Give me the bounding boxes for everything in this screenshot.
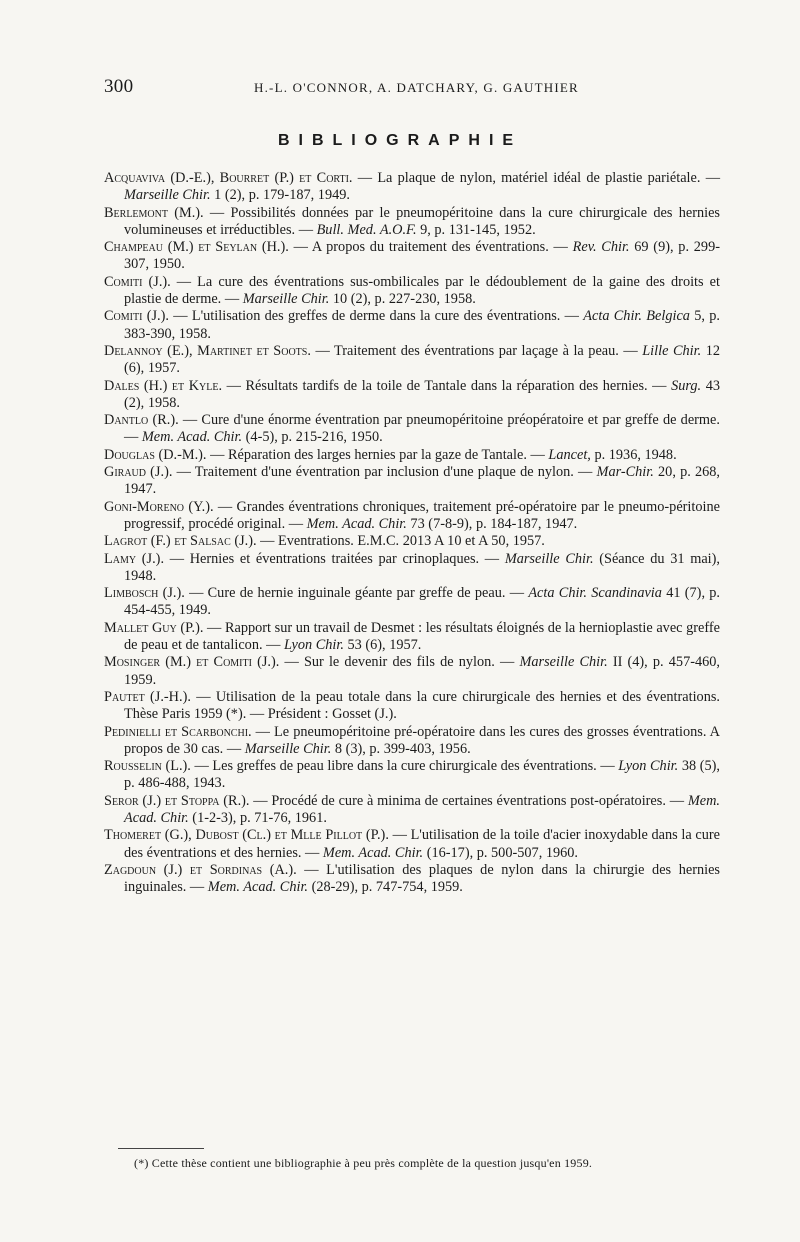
entry-reference: (16-17), p. 500-507, 1960. [423, 844, 579, 861]
entry-authors: Dantlo (R.). [104, 412, 179, 429]
entry-text: — Le pneumopéritoine pré-opératoire dans les cures des grosses éventrations. A propos de 30 cas. — [124, 723, 721, 757]
footnote: (*) Cette thèse contient une bibliographie à peu près complète de la question jusqu'en 1959. [134, 1156, 593, 1170]
bibliography-entry [104, 464, 720, 499]
bibliography-entry [104, 239, 720, 274]
entry-reference: 41 (7), p. 454-455, 1949. [124, 585, 721, 619]
entry-text: — Traitement des éventrations par laçage à la peau. — [310, 342, 643, 359]
entry-text: — Rapport sur un travail de Desmet : les résultats éloignés de la hernioplastie avec greffe de peau et de tantalicon. — [124, 619, 720, 654]
entry-authors: Douglas (D.-M.). [104, 446, 207, 463]
bibliography-entry [104, 620, 720, 655]
bibliography-entry [104, 499, 720, 534]
entry-journal: Acta Chir. Belgica [583, 308, 690, 325]
entry-journal: Surg. [671, 377, 702, 394]
entry-authors: Giraud (J.). [104, 464, 173, 481]
entry-reference: 12 (6), 1957. [124, 342, 720, 377]
page-header [104, 76, 714, 106]
entry-journal: Mar-Chir. [596, 464, 654, 481]
entry-journal: Mem. Acad. Chir. [124, 792, 720, 826]
footnote-divider [118, 1148, 204, 1149]
entry-reference: (4-5), p. 215-216, 1950. [242, 429, 383, 446]
bibliography-entry [104, 585, 720, 620]
entry-text: — Résultats tardifs de la toile de Tantale dans la réparation des hernies. — [222, 377, 672, 394]
entry-text: — Procédé de cure à minima de certaines éventrations post-opératoires. — [249, 792, 688, 809]
entry-text: — A propos du traitement des éventrations. — [288, 239, 573, 256]
running-head: H.-L. O'CONNOR, A. DATCHARY, G. GAUTHIER [254, 80, 579, 95]
entry-journal: Lyon Chir. [618, 758, 679, 775]
entry-reference: 53 (6), 1957. [343, 637, 422, 654]
entry-reference: 43 (2), 1958. [124, 377, 721, 411]
bibliography-entry [104, 862, 720, 897]
entry-text: — La cure des éventrations sus-ombilicales par le dédoublement de la gaine des droits et plastie de derme. — [124, 273, 720, 308]
entry-reference: (1-2-3), p. 71-76, 1961. [188, 809, 327, 826]
entry-text: — Traitement d'une éventration par inclusion d'une plaque de nylon. — [172, 464, 597, 481]
bibliography-entry [104, 274, 720, 309]
entry-reference: (28-29), p. 747-754, 1959. [308, 879, 463, 896]
entry-text: — Eventrations. E.M.C. 2013 A 10 et A 50, 1957. [256, 533, 545, 550]
entry-authors: Acquaviva (D.-E.), Bourret (P.) et Corti. [104, 170, 353, 186]
entry-reference: 8 (3), p. 399-403, 1956. [331, 740, 471, 757]
bibliography-entry [104, 308, 720, 343]
entry-reference: 5, p. 383-390, 1958. [124, 308, 720, 342]
entry-reference: 38 (5), p. 486-488, 1943. [124, 758, 720, 792]
entry-authors: Zagdoun (J.) et Sordinas (A.). [104, 861, 297, 878]
entry-text: — L'utilisation des greffes de derme dans la cure des éventrations. — [168, 308, 584, 325]
entry-journal: Mem. Acad. Chir. [322, 844, 424, 861]
bibliography-entry [104, 793, 720, 828]
entry-authors: Lamy (J.). [104, 550, 165, 567]
bibliography-entry [104, 205, 720, 240]
entry-journal: Marseille Chir. [519, 654, 608, 671]
bibliography-entry [104, 827, 720, 862]
entry-journal: Marseille Chir. [242, 291, 330, 308]
entry-text: — Grandes éventrations chroniques, traitement pré-opératoire par le pneumo-péritoine progressif, procédé original. — [124, 498, 720, 532]
entry-reference: 20, p. 268, 1947. [124, 464, 720, 498]
entry-text: — Sur le devenir des fils de nylon. — [279, 654, 520, 671]
entry-authors: Berlemont (M.). [104, 204, 204, 221]
entry-text: — Réparation des larges hernies par la gaze de Tantale. — [206, 446, 549, 463]
entry-authors: Limbosch (J.). [104, 585, 185, 602]
bibliography-entry [104, 533, 720, 550]
entry-authors: Champeau (M.) et Seylan (H.). [104, 239, 289, 256]
entry-journal: Marseille Chir. [124, 187, 211, 204]
entry-reference: 9, p. 131-145, 1952. [416, 221, 536, 238]
bibliography-entry [104, 378, 720, 413]
entry-authors: Dales (H.) et Kyle. [104, 377, 223, 394]
bibliography-entry [104, 689, 720, 724]
entry-journal: Mem. Acad. Chir. [207, 879, 309, 896]
bibliography-list [104, 170, 720, 896]
entry-text: — Possibilités données par le pneumopéritoine dans la cure chirurgicale des hernies volumineuses et irréductibles. — [124, 204, 720, 238]
entry-journal: Lyon Chir. [283, 637, 344, 654]
entry-reference: (Séance du 31 mai), 1948. [124, 550, 720, 584]
entry-text: — L'utilisation de la toile d'acier inoxydable dans la cure des éventrations et des hernies. — [124, 827, 720, 861]
bibliography-entry [104, 724, 720, 759]
entry-text: — Cure de hernie inguinale géante par greffe de peau. — [184, 585, 529, 602]
entry-reference: 10 (2), p. 227-230, 1958. [329, 291, 476, 308]
entry-text: — Les greffes de peau libre dans la cure chirurgicale des éventrations. — [190, 758, 619, 775]
entry-journal: Lille Chir. [642, 342, 702, 359]
entry-authors: Comiti (J.). [104, 308, 169, 325]
entry-text: — Utilisation de la peau totale dans la cure chirurgicale des hernies et des éventrations. Thèse Paris 1959 (*). — Président : Gosset (J.). [124, 688, 720, 723]
entry-reference: 1 (2), p. 179-187, 1949. [210, 187, 350, 204]
entry-journal: Acta Chir. Scandinavia [528, 585, 662, 602]
entry-authors: Lagrot (F.) et Salsac (J.). [104, 533, 257, 550]
entry-authors: Mallet Guy (P.). [104, 619, 204, 636]
entry-journal: Marseille Chir. [504, 550, 594, 567]
entry-reference: p. 1936, 1948. [590, 446, 677, 463]
entry-authors: Comiti (J.). [104, 273, 171, 290]
bibliography-entry [104, 343, 720, 378]
entry-reference: 69 (9), p. 299-307, 1950. [124, 239, 720, 273]
entry-journal: Bull. Med. A.O.F. [316, 221, 417, 238]
bibliography-entry [104, 551, 720, 586]
section-title: BIBLIOGRAPHIE [277, 132, 523, 149]
bibliography-entry [104, 654, 720, 689]
entry-text: — L'utilisation des plaques de nylon dans la chirurgie des hernies inguinales. — [124, 861, 720, 896]
entry-authors: Seror (J.) et Stoppa (R.). [104, 792, 250, 809]
bibliography-entry [104, 412, 720, 447]
bibliography-entry [104, 758, 720, 793]
entry-authors: Pedinielli et Scarbonchi. [104, 723, 252, 740]
entry-authors: Delannoy (E.), Martinet et Soots. [104, 342, 311, 359]
entry-text: — Cure d'une énorme éventration par pneumopéritoine préopératoire et par greffe de derme. — [124, 412, 720, 446]
entry-authors: Thomeret (G.), Dubost (Cl.) et Mlle Pillot (P.). [104, 827, 389, 844]
bibliography-entry [104, 447, 720, 464]
page-number: 300 [104, 76, 134, 97]
entry-authors: Mosinger (M.) et Comiti (J.). [104, 654, 280, 671]
entry-journal: Lancet, [548, 446, 591, 463]
entry-authors: Goni-Moreno (Y.). [104, 498, 214, 515]
entry-journal: Rev. Chir. [572, 239, 630, 256]
entry-text: — Hernies et éventrations traitées par crinoplaques. — [164, 550, 505, 567]
entry-reference: II (4), p. 457-460, 1959. [124, 654, 721, 688]
bibliography-entry [104, 170, 720, 205]
entry-journal: Mem. Acad. Chir. [141, 429, 243, 446]
entry-authors: Pautet (J.-H.). [104, 688, 191, 705]
entry-journal: Mem. Acad. Chir. [306, 515, 407, 532]
entry-journal: Marseille Chir. [244, 740, 332, 757]
entry-authors: Rousselin (L.). [104, 758, 191, 775]
entry-reference: 73 (7-8-9), p. 184-187, 1947. [406, 515, 578, 532]
entry-text: — La plaque de nylon, matériel idéal de plastie pariétale. — [352, 170, 720, 186]
